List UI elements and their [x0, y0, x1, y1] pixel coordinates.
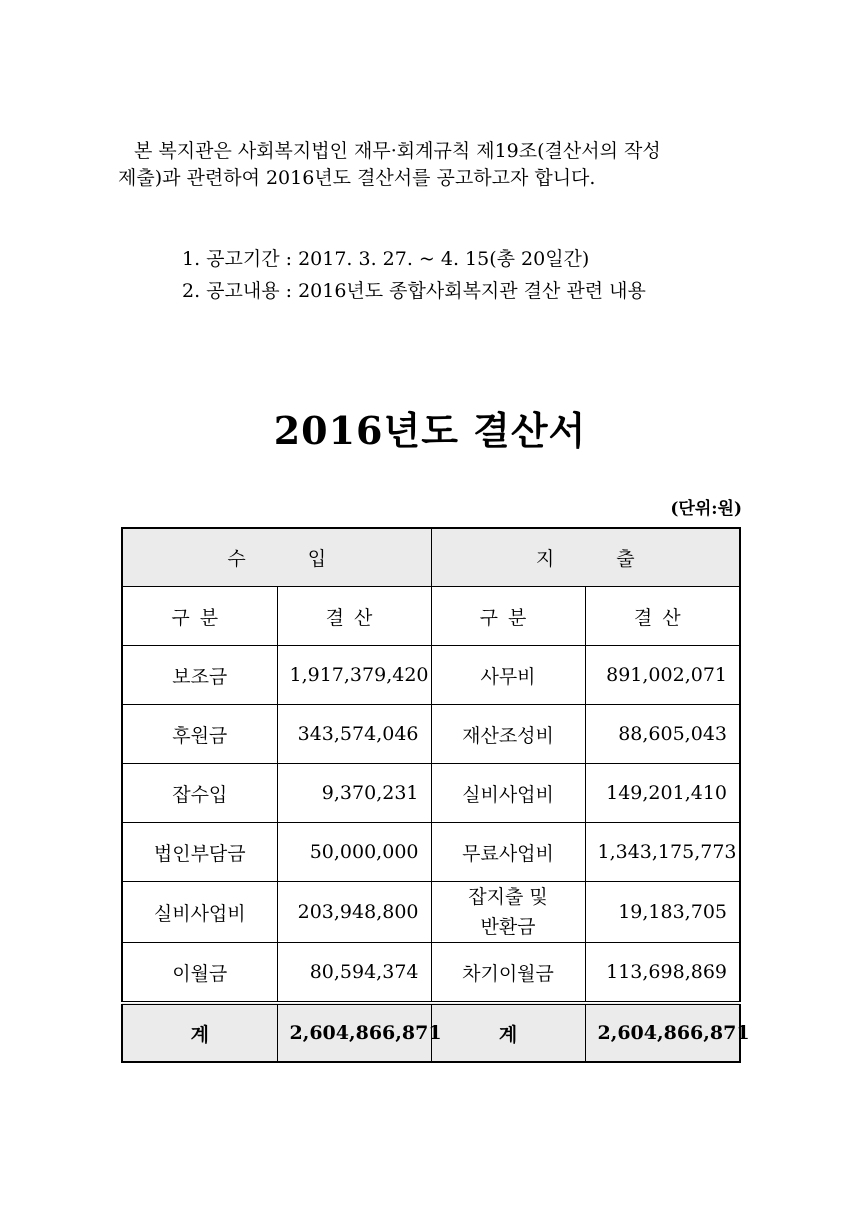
unit-label: (단위:원): [670, 499, 742, 519]
income-category: 이월금: [122, 943, 277, 1004]
document-title: 2016년도 결산서: [273, 408, 587, 453]
income-value: 343,574,046: [277, 705, 431, 764]
income-category: 잡수입: [122, 764, 277, 823]
table-row: [122, 646, 740, 705]
table-row: [122, 764, 740, 823]
income-category: 실비사업비: [122, 882, 277, 943]
table-row: [122, 882, 740, 943]
expense-header: 지 출: [431, 528, 740, 587]
expense-value: 149,201,410: [585, 764, 740, 823]
expense-category-line-1: 잡지출 및: [468, 886, 548, 908]
income-settlement-header: 결산: [277, 587, 431, 646]
expense-value: 113,698,869: [585, 943, 740, 1004]
total-row: [122, 1003, 740, 1062]
table-row: [122, 823, 740, 882]
income-value: 50,000,000: [277, 823, 431, 882]
intro-paragraph: [118, 138, 742, 192]
table-header-row: [122, 528, 740, 587]
notice-items: [182, 243, 646, 307]
income-category: 보조금: [122, 646, 277, 705]
expense-category: 사무비: [431, 646, 585, 705]
intro-line-2: 제출)과 관련하여 2016년도 결산서를 공고하고자 합니다.: [118, 167, 596, 189]
expense-category: [431, 882, 585, 943]
intro-line-1: 본 복지관은 사회복지법인 재무·회계규칙 제19조(결산서의 작성: [134, 140, 661, 162]
expense-settlement-header: 결산: [585, 587, 740, 646]
expense-value: 88,605,043: [585, 705, 740, 764]
notice-item-period: 1. 공고기간 : 2017. 3. 27. ~ 4. 15(총 20일간): [182, 248, 590, 270]
expense-category: 실비사업비: [431, 764, 585, 823]
settlement-table: [121, 527, 750, 1063]
income-category: 후원금: [122, 705, 277, 764]
income-header: 수 입: [122, 528, 431, 587]
expense-category: 무료사업비: [431, 823, 585, 882]
expense-category-line-2: 반환금: [480, 916, 536, 938]
table-row: [122, 943, 740, 1004]
table-row: [122, 705, 740, 764]
expense-value: 891,002,071: [585, 646, 740, 705]
expense-total-value: 2,604,866,871: [585, 1003, 740, 1062]
expense-value: 19,183,705: [585, 882, 740, 943]
income-value: 80,594,374: [277, 943, 431, 1004]
income-category: 법인부담금: [122, 823, 277, 882]
expense-category-header: 구분: [431, 587, 585, 646]
expense-category: 차기이월금: [431, 943, 585, 1004]
income-total-label: 계: [122, 1003, 277, 1062]
expense-value: 1,343,175,773: [585, 823, 740, 882]
table-subheader-row: [122, 587, 740, 646]
notice-item-content: 2. 공고내용 : 2016년도 종합사회복지관 결산 관련 내용: [182, 280, 646, 302]
income-category-header: 구분: [122, 587, 277, 646]
income-value: 9,370,231: [277, 764, 431, 823]
income-value: 1,917,379,420: [277, 646, 431, 705]
income-value: 203,948,800: [277, 882, 431, 943]
expense-category: 재산조성비: [431, 705, 585, 764]
income-total-value: 2,604,866,871: [277, 1003, 431, 1062]
expense-total-label: 계: [431, 1003, 585, 1062]
